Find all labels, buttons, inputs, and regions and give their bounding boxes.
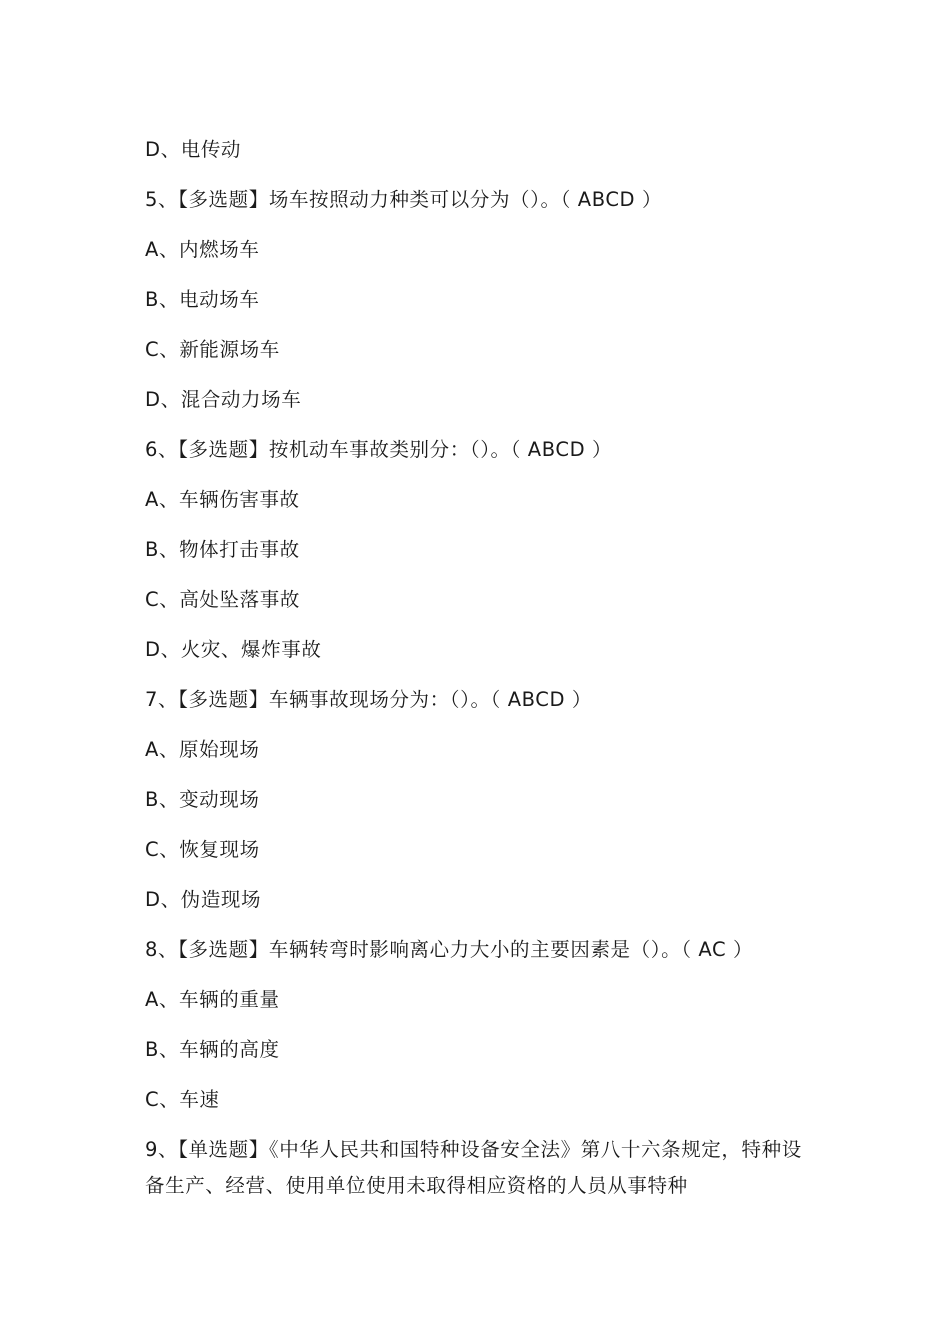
question-8: 8、【多选题】车辆转弯时影响离心力大小的主要因素是（）。（ AC ） bbox=[145, 938, 754, 961]
question-5-option-a: A、内燃场车 bbox=[145, 238, 260, 261]
question-7-option-a: A、原始现场 bbox=[145, 738, 260, 761]
question-6-option-d: D、火灾、爆炸事故 bbox=[145, 638, 322, 661]
question-7: 7、【多选题】车辆事故现场分为：（）。（ ABCD ） bbox=[145, 688, 593, 711]
question-5-option-b: B、电动场车 bbox=[145, 288, 260, 311]
question-6: 6、【多选题】按机动车事故类别分：（）。（ ABCD ） bbox=[145, 438, 613, 461]
option-d-electric-drive: D、电传动 bbox=[145, 138, 242, 161]
question-6-option-c: C、高处坠落事故 bbox=[145, 588, 300, 611]
question-8-option-c: C、车速 bbox=[145, 1088, 220, 1111]
question-8-option-b: B、车辆的高度 bbox=[145, 1038, 280, 1061]
question-5-option-c: C、新能源场车 bbox=[145, 338, 280, 361]
question-6-option-a: A、车辆伤害事故 bbox=[145, 488, 300, 511]
question-7-option-d: D、伪造现场 bbox=[145, 888, 262, 911]
question-5: 5、【多选题】场车按照动力种类可以分为（）。（ ABCD ） bbox=[145, 188, 663, 211]
question-7-option-b: B、变动现场 bbox=[145, 788, 260, 811]
question-9: 9、【单选题】《中华人民共和国特种设备安全法》第八十六条规定，特种设备生产、经营、使用单位使用未取得相应资格的人员从事特种 bbox=[145, 1138, 802, 1197]
question-7-option-c: C、恢复现场 bbox=[145, 838, 260, 861]
question-5-option-d: D、混合动力场车 bbox=[145, 388, 302, 411]
question-6-option-b: B、物体打击事故 bbox=[145, 538, 300, 561]
question-8-option-a: A、车辆的重量 bbox=[145, 988, 280, 1011]
question-list bbox=[145, 132, 810, 1218]
